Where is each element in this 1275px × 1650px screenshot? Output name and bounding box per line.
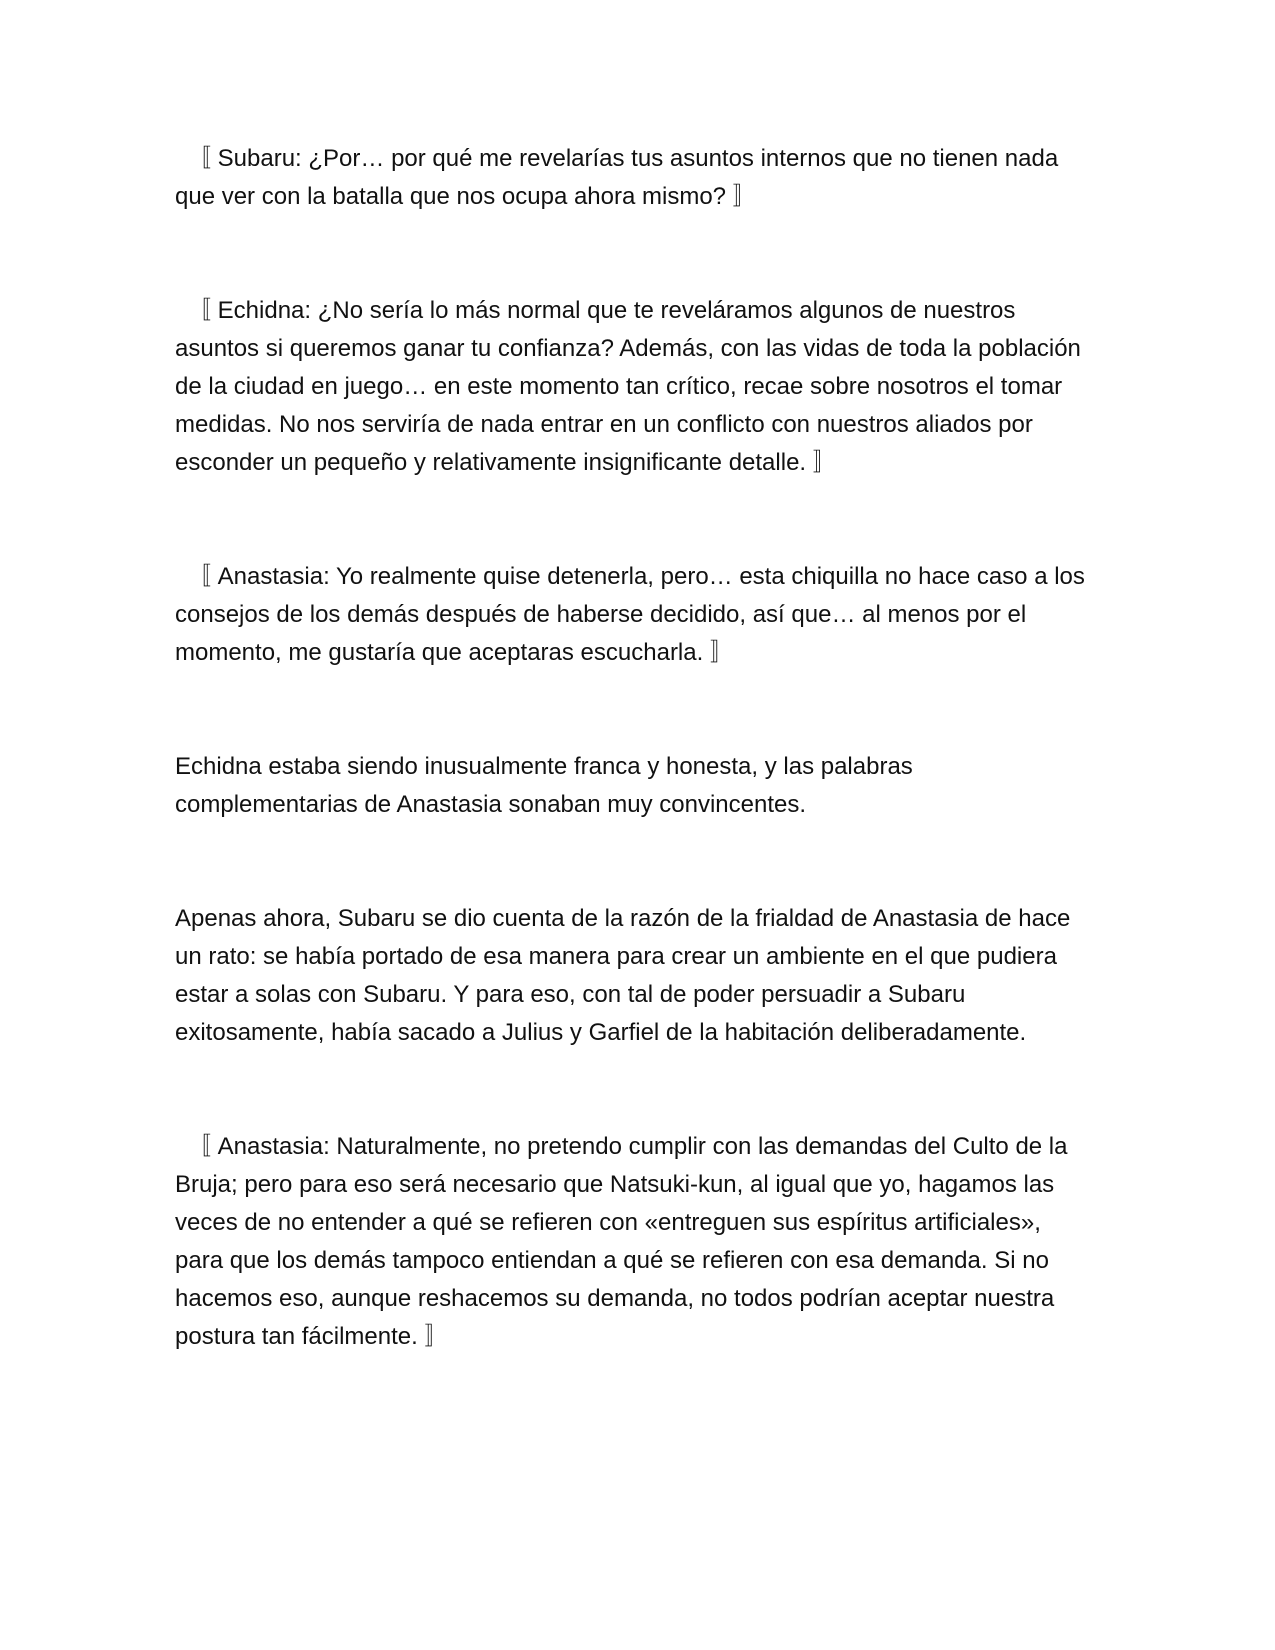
document-body xyxy=(175,140,1095,1432)
paragraph-anastasia-dialogue-1: 〚 Anastasia: Yo realmente quise detenerla, pero… esta chiquilla no hace caso a los consejos de los demás después de haberse decidido, así que… al menos por el momento, me gustaría que aceptaras escucharla. 〛 xyxy=(175,563,1085,666)
paragraph-narration-1: Echidna estaba siendo inusualmente franca y honesta, y las palabras complementarias de Anastasia sonaban muy convincentes. xyxy=(175,753,913,818)
paragraph-anastasia-dialogue-2: 〚 Anastasia: Naturalmente, no pretendo cumplir con las demandas del Culto de la Bruja; pero para eso será necesario que Natsuki-kun, al igual que yo, hagamos las veces de no entender a qué se refieren con «entreguen sus espíritus artificiales», para que los demás tampoco entiendan a qué se refieren con esa demanda. Si no hacemos eso, aunque reshacemos su demanda, no todos podrían aceptar nuestra postura tan fácilmente. 〛 xyxy=(175,1133,1068,1350)
paragraph-echidna-dialogue: 〚 Echidna: ¿No sería lo más normal que te reveláramos algunos de nuestros asuntos si queremos ganar tu confianza? Además, con las vidas de toda la población de la ciudad en juego… en este momento tan crítico, recae sobre nosotros el tomar medidas. No nos serviría de nada entrar en un conflicto con nuestros aliados por esconder un pequeño y relativamente insignificante detalle. 〛 xyxy=(175,297,1081,476)
paragraph-subaru-dialogue: 〚 Subaru: ¿Por… por qué me revelarías tus asuntos internos que no tienen nada que ver con la batalla que nos ocupa ahora mismo? 〛 xyxy=(175,145,1059,210)
paragraph-narration-2: Apenas ahora, Subaru se dio cuenta de la razón de la frialdad de Anastasia de hace un rato: se había portado de esa manera para crear un ambiente en el que pudiera estar a solas con Subaru. Y para eso, con tal de poder persuadir a Subaru exitosamente, había sacado a Julius y Garfiel de la habitación deliberadamente. xyxy=(175,905,1071,1046)
